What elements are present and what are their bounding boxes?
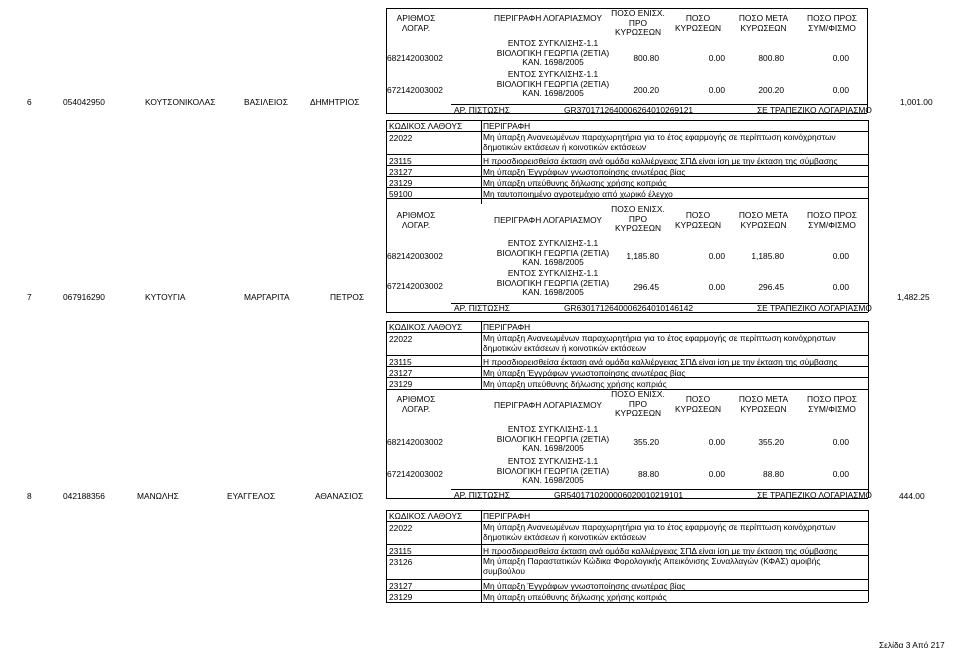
credit-iban: GR5401710200006020010219101 <box>554 490 684 500</box>
record-6-accounts-box <box>386 8 872 115</box>
credit-iban: GR3701712640006264010269121 <box>564 105 694 115</box>
amount-pre-cut: 355.20 <box>633 437 659 447</box>
error-desc-header: ΠΕΡΙΓΡΑΦΗ <box>483 511 531 521</box>
amount-for-offset: 0.00 <box>832 469 849 479</box>
bank-account-note: ΣΕ ΤΡΑΠΕΖΙΚΟ ΛΟΓΑΡΙΑΣΜΟ <box>757 303 872 313</box>
error-code: 22022 <box>389 523 413 533</box>
error-code: 23115 <box>389 357 412 367</box>
tax-id: 067916290 <box>63 292 105 302</box>
error-code: 23127 <box>389 581 413 591</box>
error-description: Η προσδιορεισθείσα έκταση ανά ομάδα καλλιέργειας ΣΠΔ είναι ίση με την έκταση της σύμβασης <box>483 546 838 556</box>
amount-after-cut: 355.20 <box>758 437 784 447</box>
error-description: Η προσδιορεισθείσα έκταση ανά ομάδα καλλιέργειας ΣΠΔ είναι ίση με την έκταση της σύμβασης <box>483 357 838 367</box>
error-code-header: ΚΩΔΙΚΟΣ ΛΑΘΟΥΣ <box>389 121 463 131</box>
surname: ΚΥΤΟΥΓΙΑ <box>145 292 186 302</box>
error-description: Μη ύπαρξη υπεύθυνης δήλωσης χρήσης κοπριάς <box>483 379 667 389</box>
amount-cuts: 0.00 <box>708 437 725 447</box>
record-8-errors-box <box>386 321 868 389</box>
error-description: Η προσδιορεισθείσα έκταση ανά ομάδα καλλιέργειας ΣΠΔ είναι ίση με την έκταση της σύμβασης <box>483 156 838 166</box>
account-number: 682142003002 <box>387 53 443 63</box>
credit-iban: GR6301712640006264010146142 <box>564 303 694 313</box>
record-number: 7 <box>27 292 32 302</box>
amount-pre-cut: 800.80 <box>633 53 659 63</box>
header-amount-pre-cut: ΠΟΣΟ ΕΝΙΣΧ. ΠΡΟ ΚΥΡΩΣΕΩΝ <box>611 8 665 37</box>
error-description: Μη ταυτοποιημένο αγροτεμάχιο από χωρικό έλεγχο <box>483 189 673 199</box>
record-8-accounts-box <box>386 389 872 500</box>
header-amount-pre-cut: ΠΟΣΟ ΕΝΙΣΧ. ΠΡΟ ΚΥΡΩΣΕΩΝ <box>611 389 665 418</box>
header-amount-after-cut: ΠΟΣΟ ΜΕΤΑ ΚΥΡΩΣΕΩΝ <box>738 394 789 414</box>
amount-for-offset: 0.00 <box>832 282 849 292</box>
header-amount-for-offset: ΠΟΣΟ ΠΡΟΣ ΣΥΜ/ΦΙΣΜΟ <box>807 13 857 33</box>
error-code: 59100 <box>389 189 413 199</box>
amount-after-cut: 800.80 <box>758 53 784 63</box>
account-number: 672142003002 <box>387 281 443 291</box>
amount-after-cut: 296.45 <box>758 282 784 292</box>
header-account-description: ΠΕΡΙΓΡΑΦΗ ΛΟΓΑΡΙΑΣΜΟΥ <box>494 215 602 225</box>
credit-label: ΑΡ. ΠΙΣΤΩΣΗΣ <box>454 105 510 115</box>
header-account-description: ΠΕΡΙΓΡΑΦΗ ΛΟΓΑΡΙΑΣΜΟΥ <box>494 400 602 410</box>
error-desc-header: ΠΕΡΙΓΡΑΦΗ <box>483 322 531 332</box>
account-description: ΕΝΤΟΣ ΣΥΓΚΛΙΣΗΣ-1.1 ΒΙΟΛΟΓΙΚΗ ΓΕΩΡΓΙΑ (2ΕΤΙΑ) ΚΑΝ. 1698/2005 <box>496 268 610 297</box>
surname: ΜΑΝΩΛΗΣ <box>137 491 179 501</box>
amount-cuts: 0.00 <box>708 85 725 95</box>
account-description: ΕΝΤΟΣ ΣΥΓΚΛΙΣΗΣ-1.1 ΒΙΟΛΟΓΙΚΗ ΓΕΩΡΓΙΑ (2ΕΤΙΑ) ΚΑΝ. 1698/2005 <box>496 38 610 67</box>
header-account-description: ΠΕΡΙΓΡΑΦΗ ΛΟΓΑΡΙΑΣΜΟΥ <box>494 13 602 23</box>
record-number: 6 <box>27 97 32 107</box>
credit-label: ΑΡ. ΠΙΣΤΩΣΗΣ <box>454 490 510 500</box>
amount-after-cut: 1,185.80 <box>751 251 784 261</box>
father-name: ΑΘΑΝΑΣΙΟΣ <box>315 491 364 501</box>
amount-for-offset: 0.00 <box>832 53 849 63</box>
record-total: 444.00 <box>899 491 925 501</box>
amount-cuts: 0.00 <box>708 282 725 292</box>
page-number: Σελίδα 3 Από 217 <box>879 640 945 650</box>
error-code: 23115 <box>389 156 412 166</box>
header-account-number: ΑΡΙΘΜΟΣ ΛΟΓΑΡ. <box>396 210 436 230</box>
error-description: Μη ύπαρξη υπεύθυνης δήλωσης χρήσης κοπριάς <box>483 178 667 188</box>
account-number: 672142003002 <box>387 469 443 479</box>
surname: ΚΟΥΤΣΟΝΙΚΟΛΑΣ <box>145 97 216 107</box>
amount-for-offset: 0.00 <box>832 437 849 447</box>
amount-after-cut: 88.80 <box>763 469 784 479</box>
account-description: ΕΝΤΟΣ ΣΥΓΚΛΙΣΗΣ-1.1 ΒΙΟΛΟΓΙΚΗ ΓΕΩΡΓΙΑ (2ΕΤΙΑ) ΚΑΝ. 1698/2005 <box>496 238 610 267</box>
error-code: 22022 <box>389 133 413 143</box>
error-description: Μη ύπαρξη Παραστατικών Κώδικα Φορολογικής Απεικόνισης Συναλλαγών (ΚΦΑΣ) αμοιβής συμβούλου <box>483 556 821 576</box>
header-amount-cuts: ΠΟΣΟ ΚΥΡΩΣΕΩΝ <box>674 13 722 33</box>
error-desc-header: ΠΕΡΙΓΡΑΦΗ <box>483 121 531 131</box>
first-name: ΒΑΣΙΛΕΙΟΣ <box>244 97 288 107</box>
error-description: Μη ύπαρξη Έγγράφων γνωστοποίησης ανωτέρας βίας <box>483 581 686 591</box>
record-total: 1,482.25 <box>897 292 930 302</box>
header-amount-cuts: ΠΟΣΟ ΚΥΡΩΣΕΩΝ <box>674 210 722 230</box>
error-description: Μη ύπαρξη υπεύθυνης δήλωσης χρήσης κοπριάς <box>483 592 667 602</box>
amount-pre-cut: 296.45 <box>633 282 659 292</box>
amount-cuts: 0.00 <box>708 53 725 63</box>
header-amount-cuts: ΠΟΣΟ ΚΥΡΩΣΕΩΝ <box>674 394 722 414</box>
amount-pre-cut: 1,185.80 <box>626 251 659 261</box>
header-amount-after-cut: ΠΟΣΟ ΜΕΤΑ ΚΥΡΩΣΕΩΝ <box>738 210 789 230</box>
account-number: 682142003002 <box>387 437 443 447</box>
tax-id: 042188356 <box>63 491 105 501</box>
amount-pre-cut: 200.20 <box>633 85 659 95</box>
record-7-accounts-box <box>386 204 872 313</box>
first-name: ΕΥΑΓΓΕΛΟΣ <box>227 491 276 501</box>
account-description: ΕΝΤΟΣ ΣΥΓΚΛΙΣΗΣ-1.1 ΒΙΟΛΟΓΙΚΗ ΓΕΩΡΓΙΑ (2ΕΤΙΑ) ΚΑΝ. 1698/2005 <box>496 424 610 453</box>
account-description: ΕΝΤΟΣ ΣΥΓΚΛΙΣΗΣ-1.1 ΒΙΟΛΟΓΙΚΗ ΓΕΩΡΓΙΑ (2ΕΤΙΑ) ΚΑΝ. 1698/2005 <box>496 69 610 98</box>
tax-id: 054042950 <box>63 97 105 107</box>
amount-for-offset: 0.00 <box>832 85 849 95</box>
father-name: ΠΕΤΡΟΣ <box>330 292 365 302</box>
account-number: 682142003002 <box>387 251 443 261</box>
bank-account-note: ΣΕ ΤΡΑΠΕΖΙΚΟ ΛΟΓΑΡΙΑΣΜΟ <box>757 490 872 500</box>
amount-for-offset: 0.00 <box>832 251 849 261</box>
record-7-errors-box <box>386 120 868 204</box>
bank-account-note: ΣΕ ΤΡΑΠΕΖΙΚΟ ΛΟΓΑΡΙΑΣΜΟ <box>757 105 872 115</box>
error-code: 23127 <box>389 368 413 378</box>
error-code: 23129 <box>389 178 413 188</box>
error-description: Μη ύπαρξη Έγγράφων γνωστοποίησης ανωτέρας βίας <box>483 167 686 177</box>
error-description: Μη ύπαρξη Ανανεωμένων παραχωρητήρια για το έτος εφαρμογής σε περίπτωση κοινόχρηστων δημοτικών εκτάσεων ή κοινοτικών εκτάσεων <box>483 522 836 542</box>
record-number: 8 <box>27 491 32 501</box>
header-amount-pre-cut: ΠΟΣΟ ΕΝΙΣΧ. ΠΡΟ ΚΥΡΩΣΕΩΝ <box>611 204 665 233</box>
record-next-errors-box <box>386 510 868 602</box>
header-amount-for-offset: ΠΟΣΟ ΠΡΟΣ ΣΥΜ/ΦΙΣΜΟ <box>807 210 857 230</box>
account-description: ΕΝΤΟΣ ΣΥΓΚΛΙΣΗΣ-1.1 ΒΙΟΛΟΓΙΚΗ ΓΕΩΡΓΙΑ (2ΕΤΙΑ) ΚΑΝ. 1698/2005 <box>496 456 610 485</box>
header-amount-after-cut: ΠΟΣΟ ΜΕΤΑ ΚΥΡΩΣΕΩΝ <box>738 13 789 33</box>
header-account-number: ΑΡΙΘΜΟΣ ΛΟΓΑΡ. <box>396 394 436 414</box>
error-code: 23129 <box>389 592 413 602</box>
error-code: 23115 <box>389 546 412 556</box>
amount-after-cut: 200.20 <box>758 85 784 95</box>
first-name: ΜΑΡΓΑΡΙΤΑ <box>244 292 290 302</box>
credit-label: ΑΡ. ΠΙΣΤΩΣΗΣ <box>454 303 510 313</box>
error-description: Μη ύπαρξη Έγγράφων γνωστοποίησης ανωτέρας βίας <box>483 368 686 378</box>
error-code: 23127 <box>389 167 413 177</box>
amount-cuts: 0.00 <box>708 469 725 479</box>
header-amount-for-offset: ΠΟΣΟ ΠΡΟΣ ΣΥΜ/ΦΙΣΜΟ <box>807 394 857 414</box>
account-number: 672142003002 <box>387 85 443 95</box>
error-code: 22022 <box>389 334 413 344</box>
amount-cuts: 0.00 <box>708 251 725 261</box>
error-description: Μη ύπαρξη Ανανεωμένων παραχωρητήρια για το έτος εφαρμογής σε περίπτωση κοινόχρηστων δημοτικών εκτάσεων ή κοινοτικών εκτάσεων <box>483 333 836 353</box>
error-code: 23129 <box>389 379 413 389</box>
error-description: Μη ύπαρξη Ανανεωμένων παραχωρητήρια για το έτος εφαρμογής σε περίπτωση κοινόχρηστων δημοτικών εκτάσεων ή κοινοτικών εκτάσεων <box>483 132 836 152</box>
header-account-number: ΑΡΙΘΜΟΣ ΛΟΓΑΡ. <box>396 13 436 33</box>
father-name: ΔΗΜΗΤΡΙΟΣ <box>310 97 360 107</box>
error-code: 23126 <box>389 557 413 567</box>
record-total: 1,001.00 <box>900 97 933 107</box>
amount-pre-cut: 88.80 <box>638 469 659 479</box>
error-code-header: ΚΩΔΙΚΟΣ ΛΑΘΟΥΣ <box>389 322 463 332</box>
error-code-header: ΚΩΔΙΚΟΣ ΛΑΘΟΥΣ <box>389 511 463 521</box>
